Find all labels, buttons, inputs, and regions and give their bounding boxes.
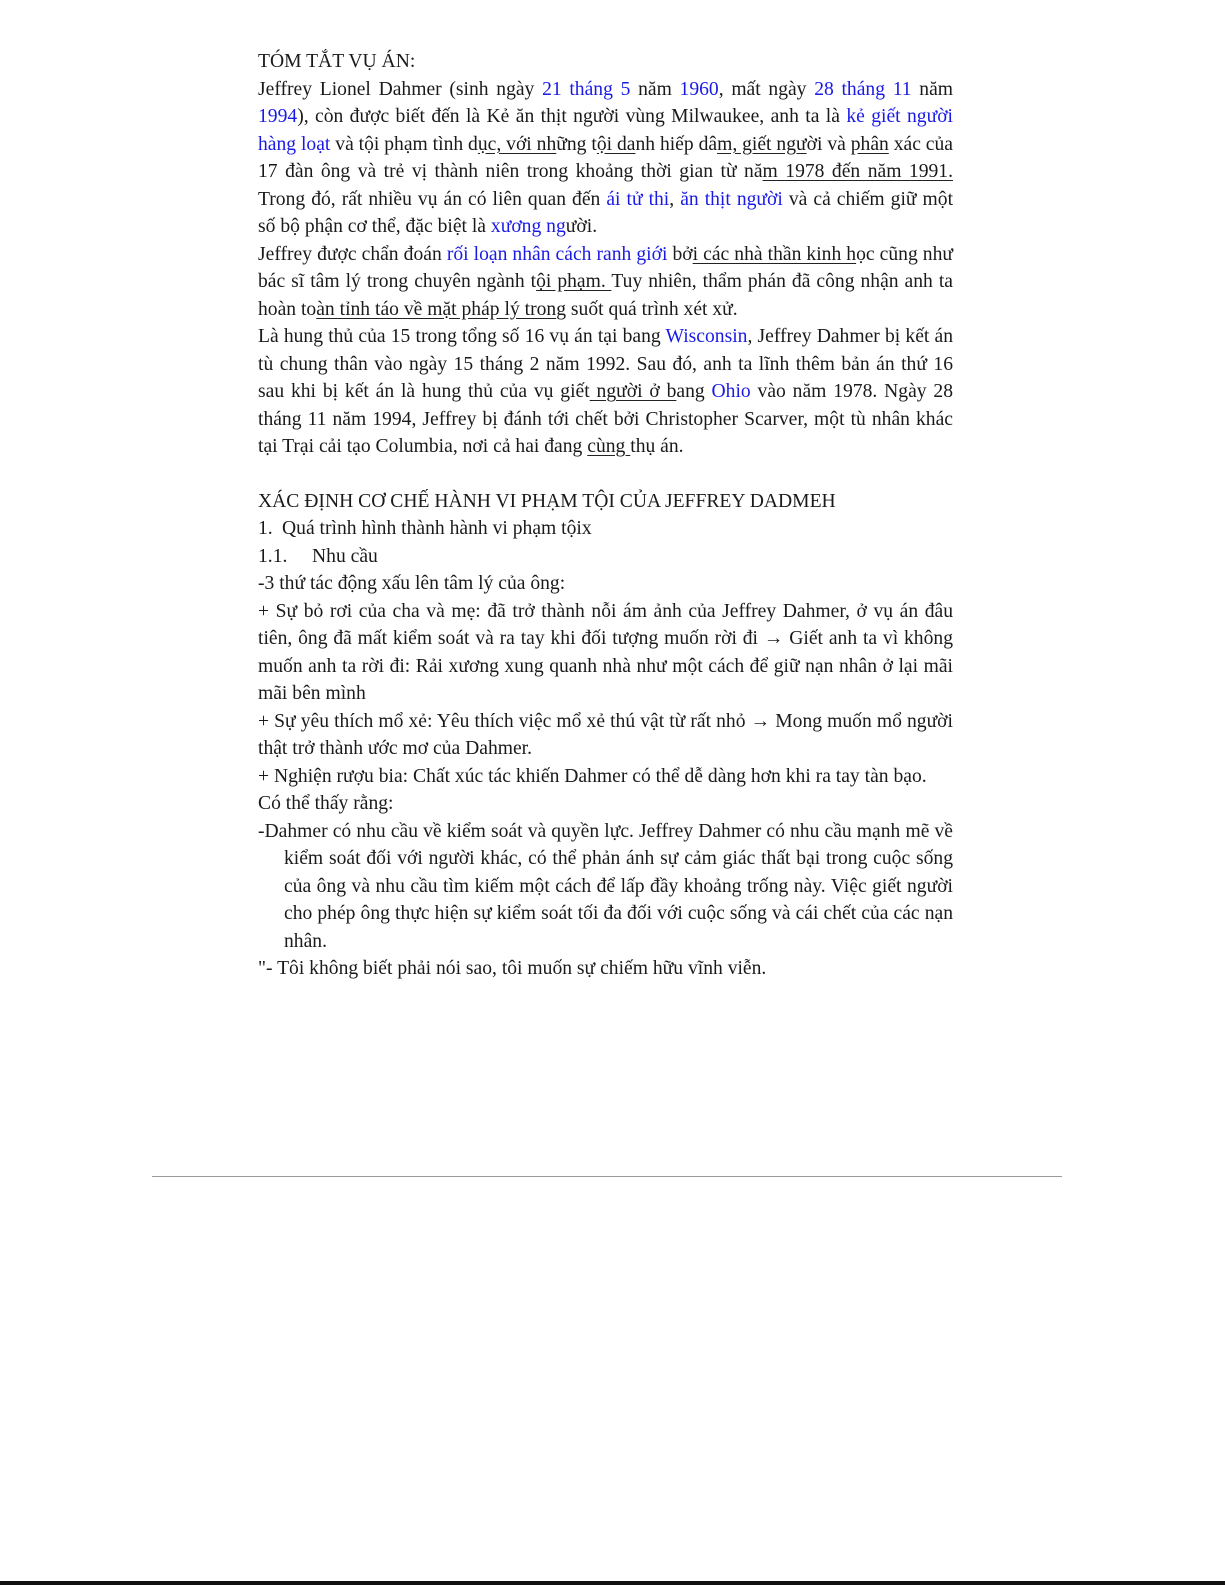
text-run: g suốt quá trình xét xử. xyxy=(556,298,738,320)
text-run: Tuy nhiên, thẩm phán đã công nhận anh ta hoàn to xyxy=(258,271,953,320)
page-divider xyxy=(152,1176,1062,1177)
link-birth-date[interactable]: 21 tháng 5 xyxy=(542,78,631,100)
link-serial-killer[interactable]: kẻ giết người hàng loạt xyxy=(258,106,953,155)
text-run: Là hung thủ của 15 trong tổng số 16 vụ án tại bang xyxy=(258,326,666,347)
text-run: vào năm 1978. Ngày 28 tháng 11 năm 1994, Jeffrey bị đánh tới chết bởi Christopher Scarver, một tù nhân khác tại Trại cải tạo Columbia, nơi cả hai đang xyxy=(258,381,953,457)
underlined-run: cùng xyxy=(587,436,631,457)
summary-heading: TÓM TẮT VỤ ÁN: xyxy=(258,51,416,72)
summary-paragraph-2 xyxy=(258,241,953,324)
text-run: nh hiếp dâ xyxy=(635,133,718,155)
text-run: và cả chiếm giữ một số bộ phận cơ thể, đặc biệt là xyxy=(258,188,954,237)
summary-paragraph-1 xyxy=(258,76,953,241)
text-run: ), còn được biết đến là Kẻ ăn thịt người vùng Milwaukee, anh ta là xyxy=(297,106,847,127)
link-death-year[interactable]: 1994 xyxy=(258,106,298,127)
link-necrophilia[interactable]: ái tử thi xyxy=(606,188,670,210)
text-run: ững t xyxy=(556,133,597,155)
text-run: ang xyxy=(676,381,712,402)
underlined-run: ội phạm. xyxy=(536,271,612,292)
link-birth-year[interactable]: 1960 xyxy=(679,78,719,100)
blank-line xyxy=(258,461,953,488)
list-item-text: Nhu cầu xyxy=(312,545,378,567)
text-run: ười. xyxy=(565,216,598,237)
conclusion-lead: Có thể thấy rằng: xyxy=(258,793,394,814)
list-number: 1.1. xyxy=(258,545,288,567)
link-death-date[interactable]: 28 tháng 11 xyxy=(814,78,912,100)
bullet-alcohol: + Nghiện rượu bia: Chất xúc tác khiến Dahmer có thể dễ dàng hơn khi ra tay tàn bạo. xyxy=(258,765,927,787)
link-human-bone[interactable]: xương ng xyxy=(490,216,566,237)
bullet-abandonment: + Sự bỏ rơi của cha và mẹ: đã trở thành nỗi ám ảnh của Jeffrey Dahmer, ở vụ án đâu tiên, ông đã mất kiểm soát và ra tay khi đối tượng muốn rời đi → Giết anh ta vì không muốn anh ta rời đi: Rải xương xung quanh nhà như một cách để giữ nạn nhân ở lại mãi mãi bên mình xyxy=(258,600,953,704)
underlined-run: àn tỉnh táo về mặt pháp lý tron xyxy=(316,298,557,320)
text-run: , xyxy=(669,188,681,210)
underlined-run: người ở b xyxy=(589,381,677,402)
list-item-1 xyxy=(258,515,953,543)
text-run: Trong đó, rất nhiều vụ án có liên quan đến xyxy=(258,188,607,210)
text-run: năm xyxy=(911,78,954,100)
list-item-1-1 xyxy=(258,543,953,571)
underlined-run: m 1978 đến năm 1991. xyxy=(762,161,953,182)
quote-line: "- Tôi không biết phải nói sao, tôi muốn sự chiếm hữu vĩnh viễn. xyxy=(258,958,767,979)
control-need-paragraph: -Dahmer có nhu cầu về kiểm soát và quyền lực. Jeffrey Dahmer có nhu cầu mạnh mẽ về kiểm soát đối với người khác, có thể phản ánh sự cảm giác thất bại trong cuộc sống của ông và nhu cầu tìm kiếm một cách để lấp đầy khoảng trống này. Việc giết người cho phép ông thực hiện sự kiểm soát tối đa đối với cuộc sống và cái chết của các nạn nhân. xyxy=(258,820,953,952)
underlined-run: phân xyxy=(850,133,889,155)
underlined-run: i các nhà thần kinh h xyxy=(692,243,857,265)
list-item-tail: ix xyxy=(576,518,592,539)
summary-paragraph-3 xyxy=(258,323,953,461)
section-heading: XÁC ĐỊNH CƠ CHẾ HÀNH VI PHẠM TỘI CỦA JEFFREY DADMEH xyxy=(258,490,836,512)
text-run: , Jeffrey Dahmer bị kết án tù chung thân vào ngày 15 tháng 2 năm 1992. Sau đó, anh ta lĩnh thêm bản án thứ 16 sau khi bị kết án là hung thủ của vụ giết xyxy=(258,326,953,402)
text-run: bở xyxy=(667,243,693,265)
underlined-run: m, giết ngư xyxy=(717,133,807,155)
document-page xyxy=(258,48,953,983)
underlined-run: ội da xyxy=(596,133,636,155)
text-run: và tội phạm tình d xyxy=(330,133,478,155)
link-ohio[interactable]: Ohio xyxy=(711,381,751,402)
text-run: năm xyxy=(630,78,680,100)
bullet-dissection: + Sự yêu thích mổ xẻ: Yêu thích việc mổ xẻ thú vật từ rất nhỏ → Mong muốn mổ người thật trở thành ước mơ của Dahmer. xyxy=(258,710,953,759)
text-run: Jeffrey Lionel Dahmer (sinh ngày xyxy=(258,78,543,100)
text-run: , mất ngày xyxy=(718,78,815,100)
bottom-border xyxy=(0,1581,1225,1585)
text-run: Jeffrey được chẩn đoán xyxy=(258,243,447,265)
underlined-run: ục, với nh xyxy=(477,133,557,155)
text-run: ời và xyxy=(806,133,851,155)
intro-line: -3 thứ tác động xấu lên tâm lý của ông: xyxy=(258,573,566,594)
list-item-text: Quá trình hình thành hành vi phạm tộ xyxy=(282,518,577,539)
link-wisconsin[interactable]: Wisconsin xyxy=(665,326,748,347)
list-number: 1. xyxy=(258,518,273,539)
link-borderline-personality[interactable]: rối loạn nhân cách ranh giới xyxy=(446,243,668,265)
link-cannibalism[interactable]: ăn thịt người xyxy=(680,188,783,210)
text-run: xác của 17 đàn ông và trẻ vị thành niên trong khoảng thời gian từ nă xyxy=(258,133,953,182)
text-run: thụ án. xyxy=(630,436,684,457)
text-run: ọc cũng như bác sĩ tâm lý trong chuyên ngành t xyxy=(258,243,954,292)
